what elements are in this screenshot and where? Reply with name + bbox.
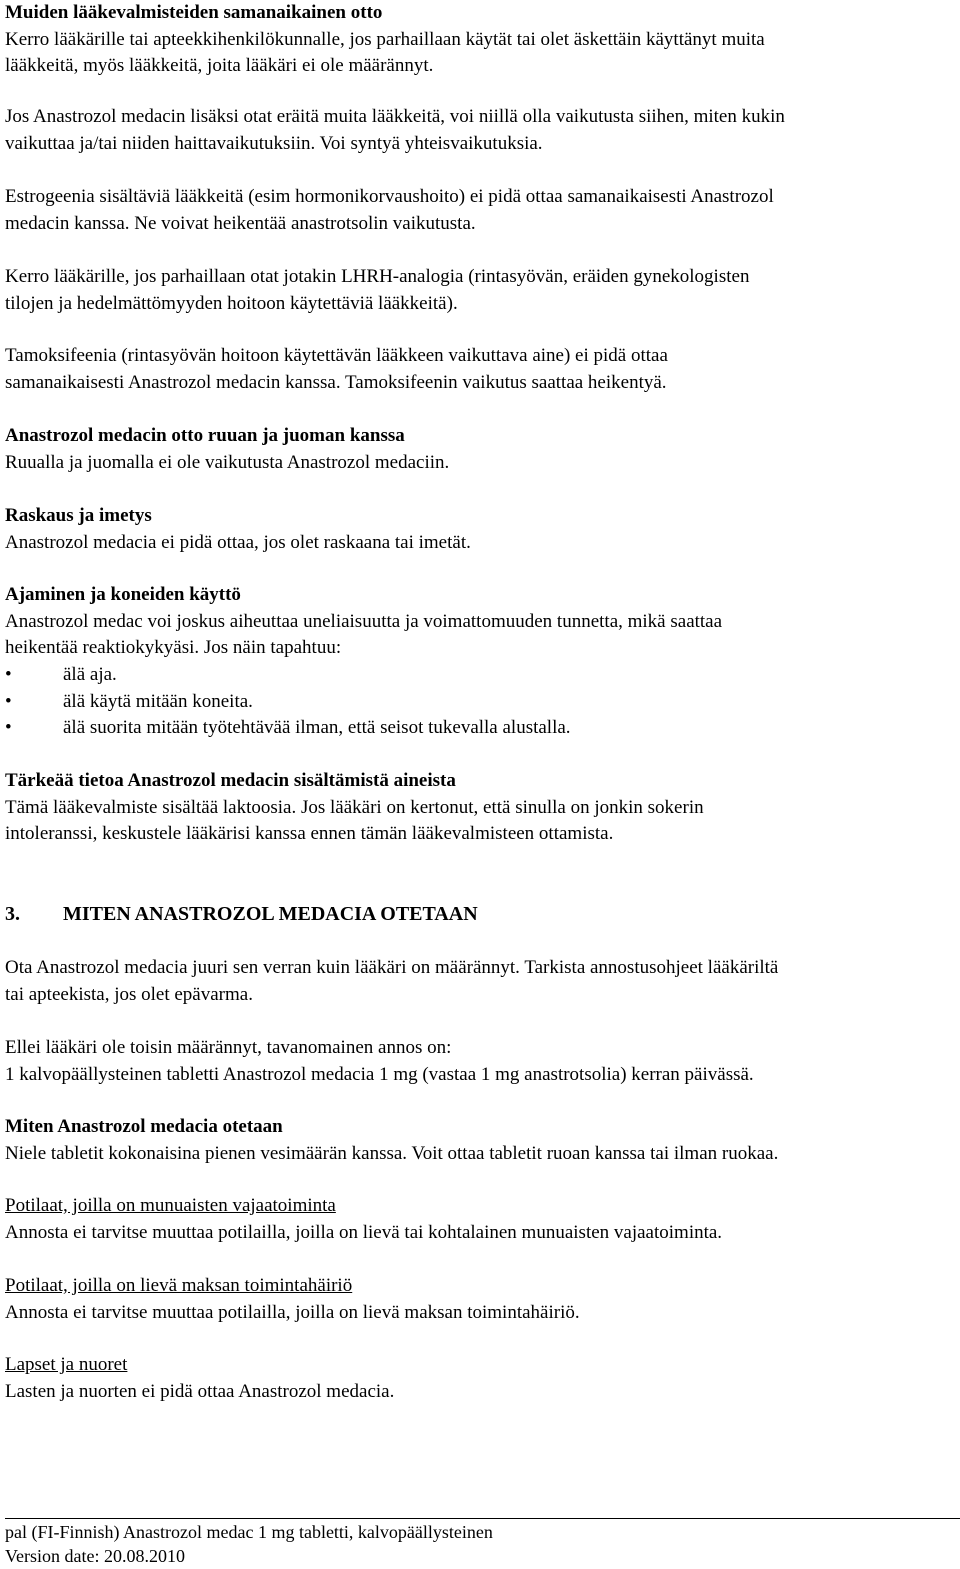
section-how-to-take [5,1114,955,1167]
text-line: 1 kalvopäällysteinen tabletti Anastrozol medacia 1 mg (vastaa 1 mg anastrotsolia) kerran päivässä. [5,1063,754,1085]
section-kidney [5,1193,955,1246]
bullet-icon: • [5,664,12,685]
heading-other-medicines: Muiden lääkevalmisteiden samanaikainen otto [5,2,383,23]
heading-children: Lapset ja nuoret [5,1354,128,1375]
section-title: MITEN ANASTROZOL MEDACIA OTETAAN [63,903,478,925]
section-other-medicines [5,0,955,80]
text-line: tai apteekista, jos olet epävarma. [5,983,253,1005]
paragraph [5,1035,955,1088]
text-line: Ellei lääkäri ole toisin määrännyt, tavanomainen annos on: [5,1037,452,1058]
text-line: Anastrozol medacia ei pidä ottaa, jos olet raskaana tai imetät. [5,531,471,553]
text-line: Jos Anastrozol medacin lisäksi otat eräitä muita lääkkeitä, voi niillä olla vaikutusta siihen, miten kukin [5,106,785,127]
text-line: Annosta ei tarvitse muuttaa potilailla, joilla on lievä maksan toimintahäiriö. [5,1301,580,1323]
text-line: Niele tabletit kokonaisina pienen vesimäärän kanssa. Voit ottaa tabletit ruoan kanssa tai ilman ruokaa. [5,1142,779,1164]
section-children [5,1352,955,1405]
list-item-text: älä käytä mitään koneita. [63,691,253,712]
section-3-heading [5,900,955,928]
text-line: heikentää reaktiokykyäsi. Jos näin tapahtuu: [5,637,342,658]
section-liver [5,1273,955,1326]
text-line: medacin kanssa. Ne voivat heikentää anastrotsolin vaikutusta. [5,212,476,234]
section-pregnancy [5,503,955,556]
text-line: lääkkeitä, myös lääkkeitä, joita lääkäri ei ole määrännyt. [5,55,434,76]
text-line: Tamoksifeenia (rintasyövän hoitoon käytettävän lääkkeen vaikuttava aine) ei pidä ottaa [5,345,668,366]
section-driving [5,582,955,662]
heading-how-to-take: Miten Anastrozol medacia otetaan [5,1116,283,1137]
heading-food: Anastrozol medacin otto ruuan ja juoman kanssa [5,425,405,446]
heading-ingredients: Tärkeää tietoa Anastrozol medacin sisältämistä aineista [5,770,456,791]
bullet-icon: • [5,717,12,738]
text-line: vaikuttaa ja/tai niiden haittavaikutuksiin. Voi syntyä yhteisvaikutuksia. [5,132,543,154]
paragraph [5,184,955,237]
text-line: Kerro lääkärille tai apteekkihenkilökunnalle, jos parhaillaan käytät tai olet äskettäin käyttänyt muita [5,28,765,50]
section-food [5,423,955,476]
heading-kidney: Potilaat, joilla on munuaisten vajaatoiminta [5,1195,336,1216]
paragraph [5,343,955,396]
text-line: tilojen ja hedelmättömyyden hoitoon käytettäviä lääkkeitä). [5,292,458,314]
text-line: Tämä lääkevalmiste sisältää laktoosia. Jos lääkäri on kertonut, että sinulla on jonkin sokerin [5,796,704,818]
text-line: samanaikaisesti Anastrozol medacin kanssa. Tamoksifeenin vaikutus saattaa heikentyä. [5,371,667,393]
heading-pregnancy: Raskaus ja imetys [5,505,152,526]
text-line: Lasten ja nuorten ei pidä ottaa Anastrozol medacia. [5,1380,395,1402]
text-line: intoleranssi, keskustele lääkärisi kanssa ennen tämän lääkevalmisteen ottamista. [5,823,614,844]
list-item-text: älä aja. [63,664,117,685]
section-number: 3. [5,903,20,925]
text-line: Anastrozol medac voi joskus aiheuttaa uneliaisuutta ja voimattomuuden tunnetta, mikä saattaa [5,610,723,632]
text-line: Annosta ei tarvitse muuttaa potilailla, joilla on lievä tai kohtalainen munuaisten vajaatoiminta. [5,1221,723,1243]
list-item-text: älä suorita mitään työtehtävää ilman, että seisot tukevalla alustalla. [63,717,571,738]
footer-divider [5,1518,960,1519]
paragraph [5,264,955,317]
footer-product-line: pal (FI-Finnish) Anastrozol medac 1 mg tabletti, kalvopäällysteinen [5,1522,493,1542]
text-line: Kerro lääkärille, jos parhaillaan otat jotakin LHRH-analogia (rintasyövän, eräiden gynekologisten [5,266,750,287]
heading-liver: Potilaat, joilla on lievä maksan toimintahäiriö [5,1275,353,1296]
paragraph [5,104,955,157]
section-ingredients [5,768,955,848]
text-line: Ota Anastrozol medacia juuri sen verran kuin lääkäri on määrännyt. Tarkista annostusohjeet lääkäriltä [5,957,779,978]
bullet-icon: • [5,691,12,712]
text-line: Ruualla ja juomalla ei ole vaikutusta Anastrozol medaciin. [5,451,450,473]
footer-version-date: Version date: 20.08.2010 [5,1546,185,1566]
heading-driving: Ajaminen ja koneiden käyttö [5,584,241,605]
text-line: Estrogeenia sisältäviä lääkkeitä (esim hormonikorvaushoito) ei pidä ottaa samanaikaisesti Anastrozol [5,186,774,207]
paragraph [5,955,955,1008]
